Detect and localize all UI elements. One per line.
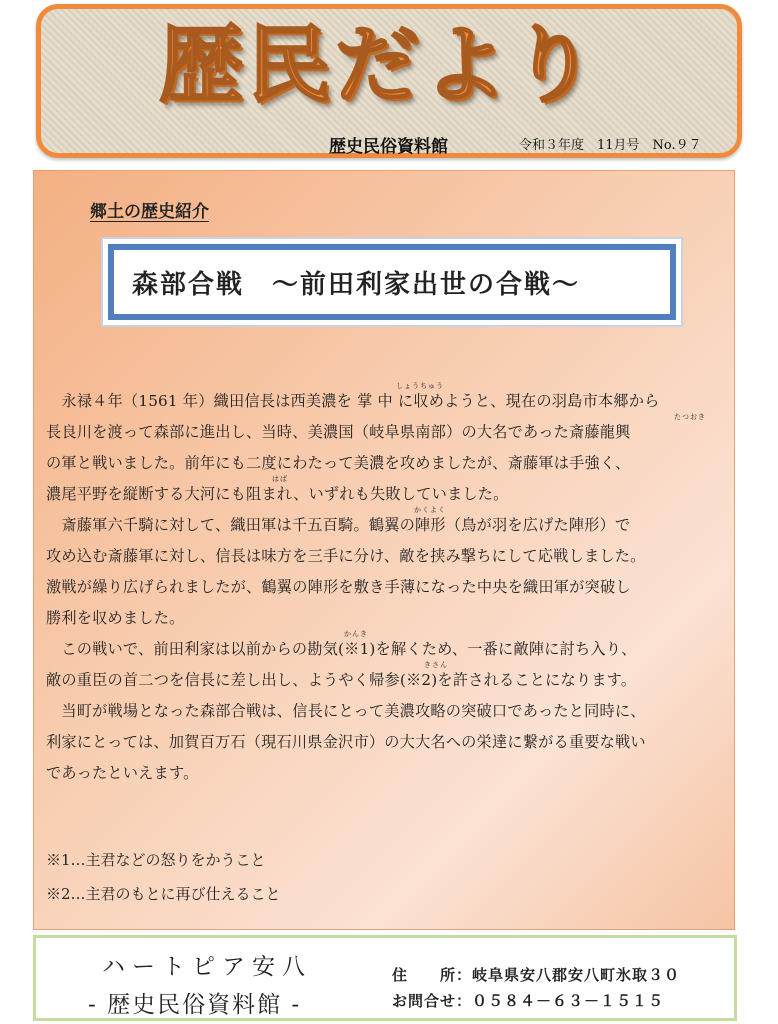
body-line: 敵の重臣の首二つを信長に差し出し、ようやく帰参(※2)を許されることになります。 きさん <box>46 661 637 689</box>
ruby-haba: はば <box>272 475 288 483</box>
ruby-kanki: かんき <box>344 630 368 638</box>
phone-text: お問合せ：０５８４－６３－１５１５ <box>392 992 665 1010</box>
article-title-frame <box>108 244 676 320</box>
body-line: の軍と戦いました。前年にも二度にわたって美濃を攻めましたが、斎藤軍は手強く、 <box>46 454 631 472</box>
ruby-tatsuoki: たつおき <box>674 413 706 421</box>
address-text: 住 所：岐阜県安八郡安八町氷取３０ <box>392 966 681 984</box>
newsletter-title: 歴民だより <box>159 16 600 114</box>
facility-name: ハートピア安八 <box>102 954 312 980</box>
body-line: 激戦が繰り広げられましたが、鶴翼の陣形を敷き手薄になった中央を織田軍が突破し <box>46 578 631 596</box>
body-line: 永禄４年（1561 年）織田信長は西美濃を 掌 中 に収めようと、現在の羽島市本郷から しょうちゅう <box>46 382 660 410</box>
footnote-1: ※1…主君などの怒りをかうこと <box>46 851 266 869</box>
article-title: 森部合戦 ～前田利家出世の合戦～ <box>132 269 581 300</box>
ruby-shouchuu: しょうちゅう <box>396 382 444 390</box>
footnote-2: ※2…主君のもとに再び仕えること <box>46 885 281 903</box>
article-title-box <box>101 237 683 327</box>
body-line: 濃尾平野を縦断する大河にも阻まれ、いずれも失敗していました。 はば <box>46 475 509 503</box>
body-line: 利家にとっては、加賀百万石（現石川県金沢市）の大大名への栄達に繋がる重要な戦い <box>46 733 646 751</box>
article-body <box>46 382 736 789</box>
contact-footer <box>33 935 737 1021</box>
body-line: 攻め込む斎藤軍に対し、信長は味方を三手に分け、敵を挟み撃ちにして応戦しました。 <box>46 547 646 565</box>
body-line: この戦いで、前田利家は以前からの勘気(※1)を解くため、一番に敵陣に討ち入り、 かんき <box>46 630 637 658</box>
issue-number: 令和３年度 11月号 No.９７ <box>519 138 702 153</box>
footer-museum-name: - 歴史民俗資料館 - <box>88 992 302 1018</box>
ruby-kakuyoku: かくよく <box>414 506 446 514</box>
body-line: 当町が戦場となった森部合戦は、信長にとって美濃攻略の突破口であったと同時に、 <box>46 702 646 720</box>
body-line: であったといえます。 <box>46 764 199 782</box>
body-line: 長良川を渡って森部に進出し、当時、美濃国（岐阜県南部）の大名であった斎藤龍興 たつおき <box>46 413 706 441</box>
newsletter-header <box>36 4 742 158</box>
header-museum-name: 歴史民俗資料館 <box>329 137 448 157</box>
body-line: 勝利を収めました。 <box>46 609 185 627</box>
article-panel <box>33 170 735 930</box>
ruby-kisan: きさん <box>424 661 448 669</box>
body-line: 斎藤軍六千騎に対して、織田軍は千五百騎。鶴翼の陣形（鳥が羽を広げた陣形）で かくよく <box>46 506 631 534</box>
section-label: 郷土の歴史紹介 <box>90 202 209 222</box>
